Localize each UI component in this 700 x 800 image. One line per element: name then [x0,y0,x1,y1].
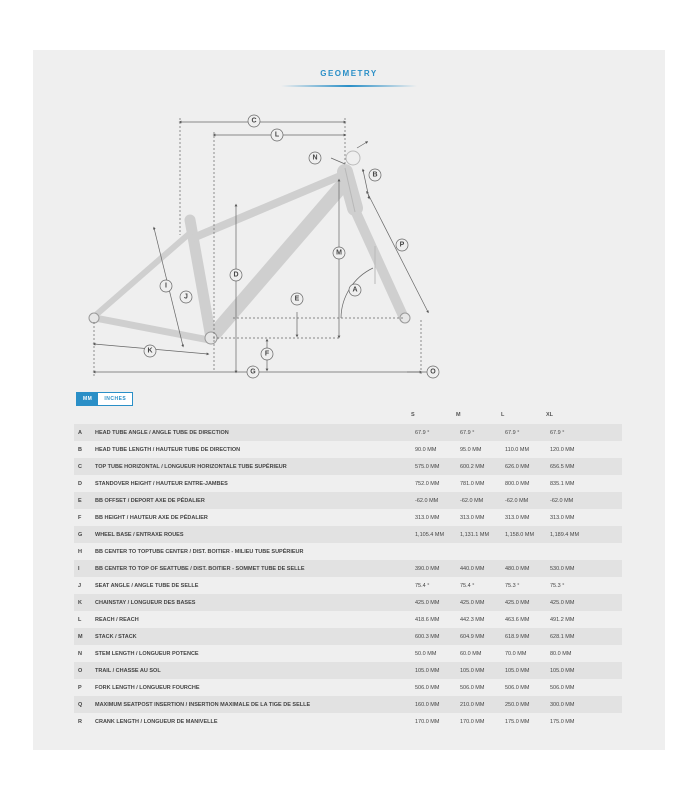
row-value-m: 95.0 MM [460,446,482,453]
row-value-s: 1,105.4 MM [415,526,460,543]
row-letter: H [78,548,82,555]
row-label: FORK LENGTH / LONGUEUR FOURCHE [95,684,200,691]
row-value-xl: 120.0 MM [550,446,575,453]
row-value-m: 440.0 MM [460,560,505,577]
row-value-s: 160.0 MM [415,696,460,713]
row-value-s: 90.0 MM [415,446,437,453]
svg-text:C: C [251,117,257,125]
row-value-m: 781.0 MM [460,480,485,487]
table-row [74,713,622,730]
row-value-xl: -62.0 MM [550,492,622,509]
size-header-l: L [501,412,505,418]
row-value-l: 67.9 ° [505,424,550,441]
row-value-xl: 1,189.4 MM [550,526,622,543]
svg-text:B: B [372,171,378,179]
table-row [74,679,622,696]
row-value-m: 604.9 MM [460,628,505,645]
row-letter: A [74,424,95,441]
svg-text:E: E [294,295,300,303]
table-row [74,526,622,543]
row-value-m: 506.0 MM [460,684,485,691]
row-value-xl: 105.0 MM [550,662,622,679]
row-value-l: 70.0 MM [505,650,527,657]
geometry-table [74,424,622,730]
row-value-s: 50.0 MM [415,650,437,657]
row-value-m: 600.2 MM [460,458,505,475]
row-value-m: 60.0 MM [460,650,482,657]
row-value-l [505,543,550,560]
row-label: SEAT ANGLE / ANGLE TUBE DE SELLE [95,582,199,589]
table-row [74,577,622,594]
table-row [74,645,622,662]
row-value-m: 67.9 ° [460,424,505,441]
row-value-m: 170.0 MM [460,718,485,725]
row-label: TRAIL / CHASSE AU SOL [95,662,415,679]
row-value-m: 313.0 MM [460,514,485,521]
row-value-s: 600.3 MM [415,628,460,645]
row-value-s: 506.0 MM [415,684,440,691]
row-label: MAXIMUM SEATPOST INSERTION / INSERTION MAXIMALE DE LA TIGE DE SELLE [95,696,415,713]
row-value-l: -62.0 MM [505,492,550,509]
svg-text:D: D [233,271,239,279]
row-value-xl: 300.0 MM [550,696,622,713]
row-value-l: 480.0 MM [505,560,550,577]
row-label: CHAINSTAY / LONGUEUR DES BASES [95,594,415,611]
row-value-m: 425.0 MM [460,594,505,611]
row-letter: D [78,480,82,487]
unit-inches-button[interactable]: INCHES [98,393,132,405]
row-value-xl: 313.0 MM [550,514,575,521]
table-row [74,492,622,509]
row-value-m: 442.3 MM [460,616,485,623]
row-label: STACK / STACK [95,628,415,645]
row-value-m: 75.4 ° [460,582,475,589]
row-value-s: 105.0 MM [415,662,460,679]
table-row [74,458,622,475]
table-row [74,594,622,611]
row-label: CRANK LENGTH / LONGUEUR DE MANIVELLE [95,718,218,725]
table-row [74,441,622,458]
row-value-s: 425.0 MM [415,594,460,611]
row-label: BB OFFSET / DEPORT AXE DE PÉDALIER [95,492,415,509]
row-label: STANDOVER HEIGHT / HAUTEUR ENTRE-JAMBES [95,480,228,487]
row-value-s: 418.6 MM [415,616,440,623]
row-letter: R [78,718,82,725]
geometry-panel [33,50,665,750]
row-letter: G [74,526,95,543]
row-value-xl: 491.2 MM [550,616,575,623]
row-value-l: 75.3 ° [505,582,520,589]
row-value-l: 105.0 MM [505,662,550,679]
svg-text:N: N [312,154,318,162]
page-title: GEOMETRY [320,69,378,78]
row-value-l: 425.0 MM [505,594,550,611]
table-row [74,424,622,441]
row-value-m [460,543,505,560]
svg-text:I: I [165,282,167,290]
row-value-l: 506.0 MM [505,684,530,691]
svg-text:K: K [147,347,153,355]
row-letter: L [78,616,82,623]
row-letter: N [78,650,82,657]
row-value-l: 626.0 MM [505,458,550,475]
size-header-s: S [411,412,415,418]
row-value-s: 575.0 MM [415,458,460,475]
row-letter: K [74,594,95,611]
row-value-xl: 656.5 MM [550,458,622,475]
svg-text:F: F [264,350,270,358]
row-value-xl: 175.0 MM [550,718,575,725]
svg-text:L: L [274,131,280,139]
table-row [74,475,622,492]
row-letter: C [74,458,95,475]
row-letter: Q [74,696,95,713]
table-row [74,543,622,560]
row-value-s [415,543,460,560]
row-label: STEM LENGTH / LONGUEUR POTENCE [95,650,199,657]
row-value-s: 170.0 MM [415,718,440,725]
unit-mm-button[interactable]: MM [77,393,98,405]
row-value-l: 250.0 MM [505,696,550,713]
unit-toggle [76,392,133,406]
table-row [74,628,622,645]
row-letter: M [74,628,95,645]
row-value-xl: 628.1 MM [550,628,622,645]
row-letter: F [78,514,82,521]
row-label: HEAD TUBE LENGTH / HAUTEUR TUBE DE DIRECTION [95,446,241,453]
row-label: REACH / REACH [95,616,139,623]
row-value-s: 67.9 ° [415,424,460,441]
table-row [74,509,622,526]
row-letter: B [78,446,82,453]
row-value-s: -62.0 MM [415,492,460,509]
row-letter: J [78,582,82,589]
row-value-xl: 67.9 ° [550,424,622,441]
row-value-l: 800.0 MM [505,480,530,487]
row-label: BB CENTER TO TOP OF SEATTUBE / DIST. BOITIER - SOMMET TUBE DE SELLE [95,560,415,577]
row-value-s: 390.0 MM [415,560,460,577]
row-value-m: 1,131.1 MM [460,526,505,543]
row-value-l: 175.0 MM [505,718,530,725]
row-letter: P [78,684,82,691]
row-label: HEAD TUBE ANGLE / ANGLE TUBE DE DIRECTION [95,424,415,441]
row-value-l: 110.0 MM [505,446,530,453]
row-value-xl: 425.0 MM [550,594,622,611]
table-row [74,560,622,577]
row-value-s: 75.4 ° [415,582,430,589]
row-label: BB HEIGHT / HAUTEUR AXE DE PÉDALIER [95,514,208,521]
row-value-m: 105.0 MM [460,662,505,679]
row-value-l: 463.6 MM [505,616,530,623]
row-letter: I [74,560,95,577]
table-row [74,611,622,628]
row-value-xl: 506.0 MM [550,684,575,691]
row-label: BB CENTER TO TOPTUBE CENTER / DIST. BOITIER - MILIEU TUBE SUPÉRIEUR [95,548,304,555]
row-value-l: 1,158.0 MM [505,526,550,543]
row-value-m: 210.0 MM [460,696,505,713]
svg-text:J: J [184,293,188,301]
svg-text:P: P [399,241,405,249]
frame-geometry-diagram [33,50,665,390]
row-label: TOP TUBE HORIZONTAL / LONGUEUR HORIZONTALE TUBE SUPÉRIEUR [95,458,415,475]
svg-text:M: M [336,249,342,257]
row-value-l: 618.9 MM [505,628,550,645]
table-row [74,662,622,679]
svg-text:O: O [430,368,436,376]
row-value-xl [550,543,622,560]
row-value-xl: 835.1 MM [550,480,575,487]
row-letter: O [74,662,95,679]
table-row [74,696,622,713]
row-value-m: -62.0 MM [460,492,505,509]
row-value-l: 313.0 MM [505,514,530,521]
bike-frame [95,172,404,340]
row-value-xl: 530.0 MM [550,560,622,577]
row-letter: E [74,492,95,509]
row-label: WHEEL BASE / ENTRAXE ROUES [95,526,415,543]
svg-text:A: A [352,286,358,294]
svg-text:G: G [250,368,256,376]
size-header-xl: XL [546,412,554,418]
row-value-xl: 80.0 MM [550,650,572,657]
size-header-m: M [456,412,461,418]
row-value-s: 752.0 MM [415,480,440,487]
row-value-xl: 75.3 ° [550,582,565,589]
row-value-s: 313.0 MM [415,514,440,521]
